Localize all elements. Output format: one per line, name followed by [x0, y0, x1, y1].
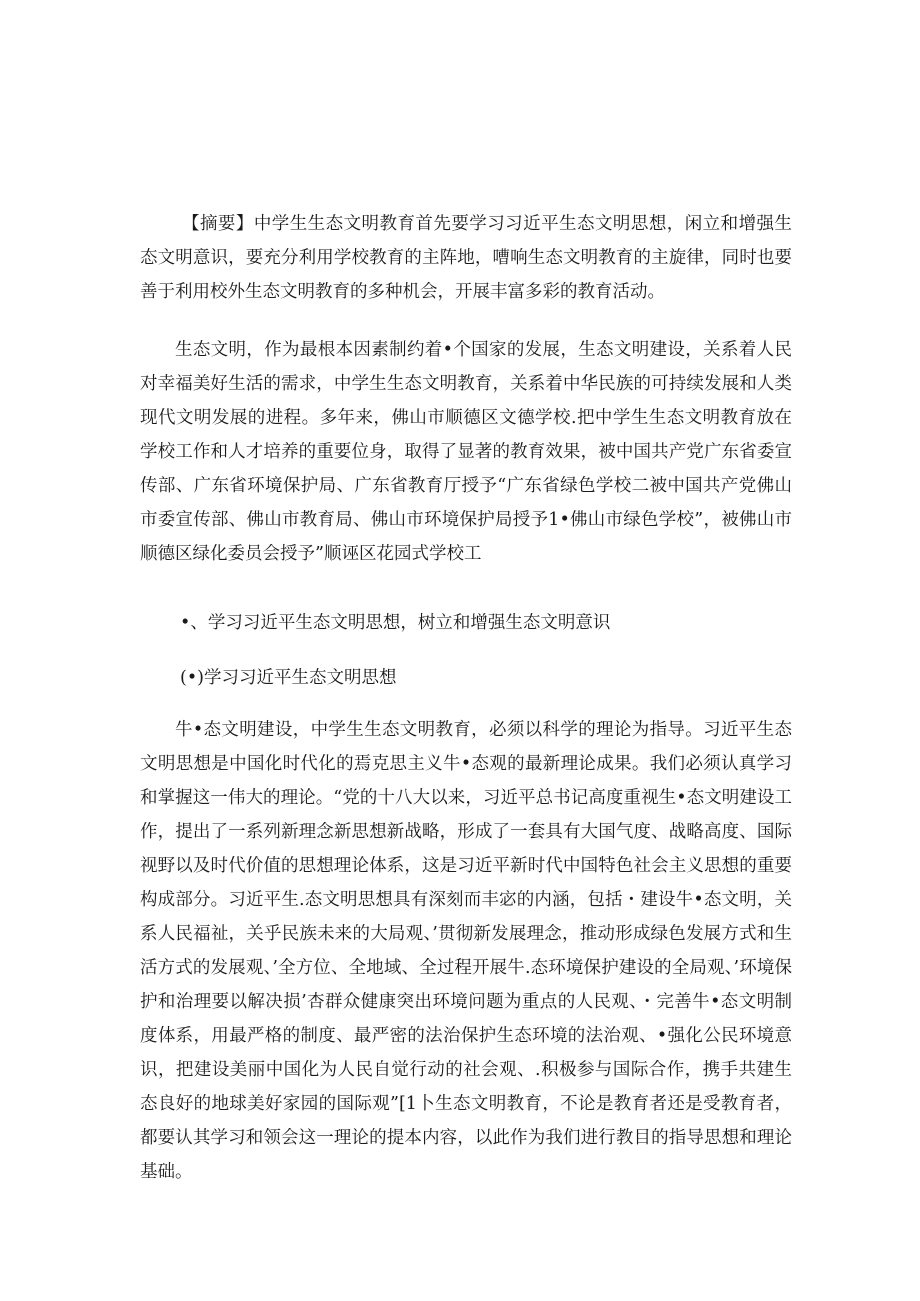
intro-paragraph: 生态文明，作为最根本因素制约着•个国家的发展，生态文明建设，关系着人民对幸福美好生活的需求，中学生生态文明教育，关系着中华民族的可持续发展和人类现代文明发展的进程。多年来，佛山市顺德区文德学校.把中学生生态文明教育放在学校工作和人才培养的重要位身，取得了显著的教育效果，被中国共产党广东省委宣传部、广东省环境保护局、广东省教育厅授予“广东省绿色学校二被中国共产党佛山市委宣传部、佛山市教育局、佛山市环境保护局授予1•佛山市绿色学校”，被佛山市顺德区绿化委员会授予”顺诬区花园式学校工 — [140, 340, 792, 564]
body-paragraph: 牛•态文明建设，中学生生态文明教育，必须以科学的理论为指导。习近平生态文明思想是中国化时代化的焉克思主义牛•态观的最新理论成果。我们必须认真学习和掌握这一伟大的理论。“党的十八大以来，习近平总书记高度重视生•态文明建设工作，提出了一系列新理念新思想新战略，形成了一套具有大国气度、战略高度、国际视野以及时代价值的思想理论体系，这是习近平新时代中国特色社会主义思想的重要构成部分。习近平生.态文明思想具有深刻而丰宓的内涵，包括・建设牛•态文明，关系人民福祉，关乎民族未来的大局观、’贯彻新发展理念，推动形成绿色发展方式和生活方式的发展观、’全方位、全地域、全过程开展牛.态环境保护建设的全局观、’环境保护和治理要以解决损’杏群众健康突出环境问题为重点的人民观、・完善牛•态文明制度体系，用最严格的制度、最严密的法治保护生态环境的法治观、•强化公民环境意识，把建设美丽中国化为人民自觉行动的社会观、.积极参与国际合作，携手共建生态良好的地球美好家园的国际观”[1卜生态文明教育，不论是教育者还是受教育者，都要认其学习和领会这一理论的提本内容，以此作为我们进行教目的指导思想和理论基础。 — [140, 720, 792, 1182]
abstract-paragraph: 【摘要】中学生生态文明教育首先要学习习近平生态文明思想，闲立和增强生态文明意识，要充分利用学校教育的主阵地，嘈响生态文明教育的主旋律，同时也要善于利用校外生态文明教育的多种机会，开展丰富多彩的教育活动。 — [140, 214, 792, 302]
section-heading: •、学习习近平生态文明思想，树立和增强生态文明意识 — [180, 613, 611, 633]
subsection-heading: (•)学习习近平生态文明思想 — [180, 668, 397, 688]
